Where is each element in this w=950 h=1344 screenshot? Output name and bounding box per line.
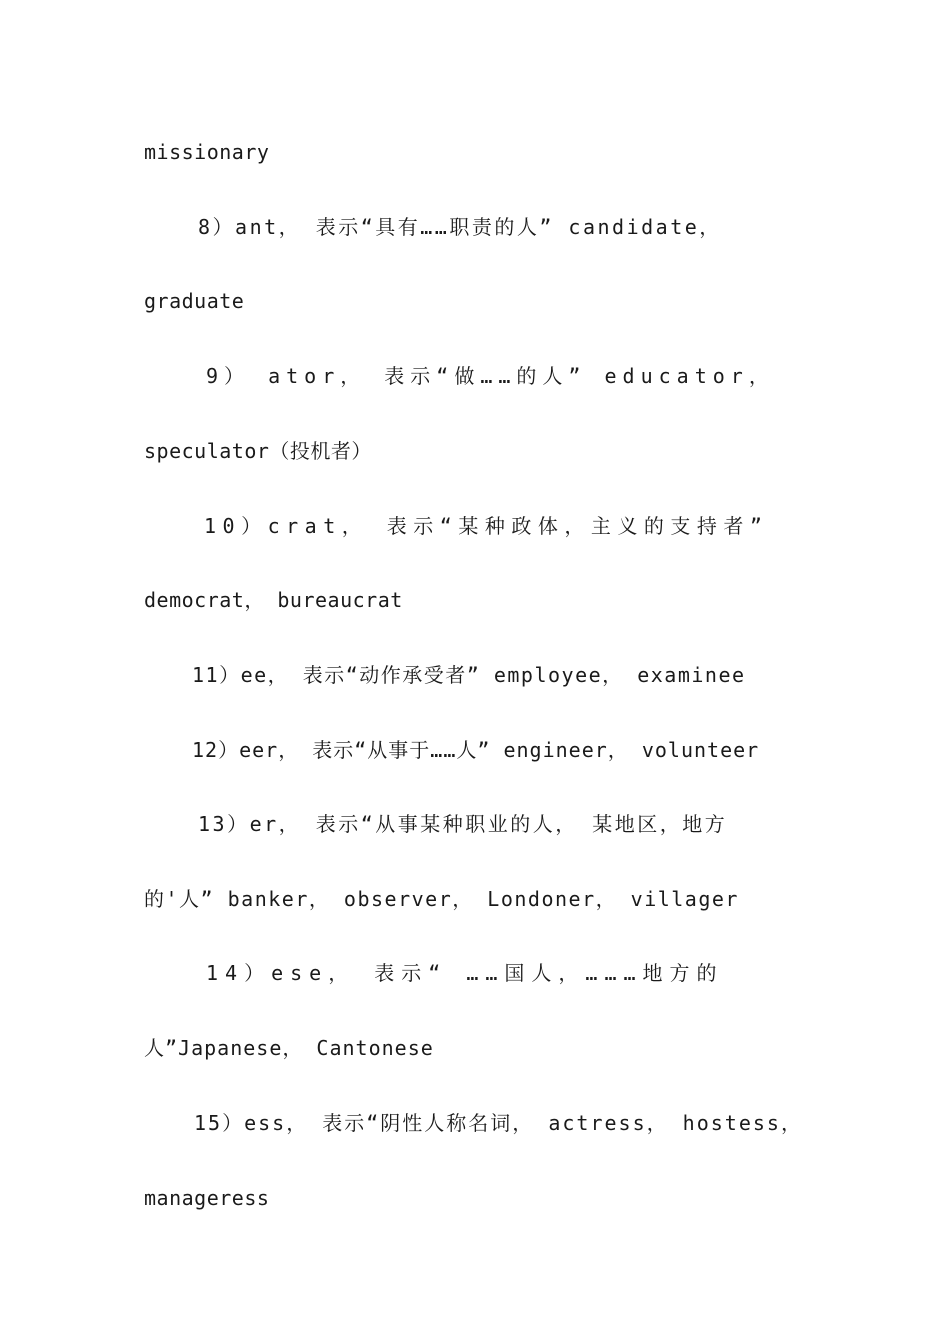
- text-line: speculator（投机者）: [144, 439, 372, 463]
- text-line: 的'人” banker， observer， Londoner， villager: [144, 887, 739, 911]
- text-line: 9） ator， 表示“做……的人” educator，: [206, 364, 775, 388]
- text-line: democrat， bureaucrat: [144, 588, 403, 612]
- text-line: 8）ant， 表示“具有……职责的人” candidate，: [198, 215, 722, 239]
- text-line: 14）ese， 表示“ ……国人，………地方的: [206, 961, 724, 985]
- text-line: manageress: [144, 1186, 270, 1210]
- text-line: graduate: [144, 289, 245, 313]
- text-line: 12）eer， 表示“从事于……人” engineer， volunteer: [192, 738, 760, 762]
- text-line: 人”Japanese， Cantonese: [144, 1036, 434, 1060]
- text-line: missionary: [144, 140, 270, 164]
- text-line: 13）er， 表示“从事某种职业的人， 某地区，地方: [198, 812, 728, 836]
- text-line: 11）ee， 表示“动作承受者” employee， examinee: [192, 663, 746, 687]
- text-line: 10）crat， 表示“某种政体，主义的支持者”: [204, 514, 769, 538]
- text-line: 15）ess， 表示“阴性人称名词， actress， hostess，: [194, 1111, 803, 1135]
